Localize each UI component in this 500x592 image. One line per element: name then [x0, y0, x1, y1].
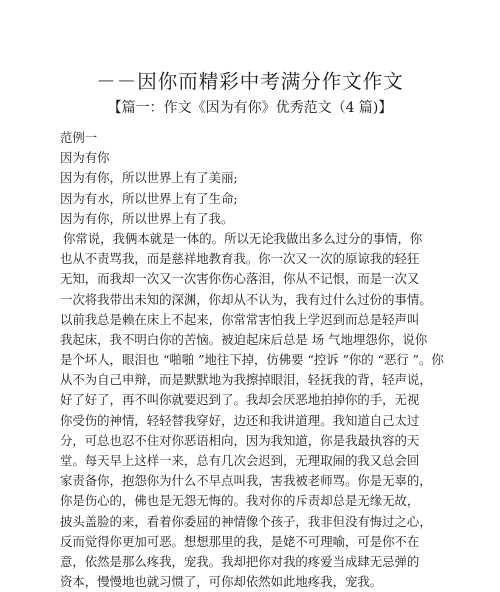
body-line: 分，可总也忍不住对你恶语相向，因为我知道，你是我最执容的天: [60, 432, 420, 448]
body-line: 因为有你，所以世界上有了我。: [60, 210, 234, 226]
document-body: [60, 128, 500, 592]
body-line: 意，依然是那么疼我，宠我。我却把你对我的疼爱当成肆无忌弹的: [60, 553, 420, 569]
body-line: 你受伤的神情，轻轻替我穿好，边还和我讲道理。我知道自己太过: [60, 412, 420, 428]
body-line: 是个坏人，眼泪也 “啪啪 ”地往下掉，仿佛要 “控诉 ”你的 “恶行 ”。你: [60, 352, 444, 368]
body-line: 无知，而我却一次又一次害你伤心落泪，你从不记恨，而是一次又: [60, 271, 420, 287]
body-line: 因为有你: [60, 150, 110, 166]
body-line: 范例一: [60, 130, 98, 145]
body-line: 一次将我带出未知的深渊，你却从不认为，我有过什么过份的事情。: [60, 291, 432, 307]
body-line: 我起床，我不明白你的苦恼。被迫起床后总是 场 气地埋怨你，说你: [60, 331, 428, 347]
body-line: 反而觉得你更加可恶。想想那里的我，是姥不可理喻，可是你不在: [60, 533, 420, 549]
body-line: 从不为自己申辩，而是默默地为我擦掉眼泪，轻抚我的背，轻声说，: [60, 372, 432, 388]
body-line: 你是伤心的，佛也是无怨无悔的。我对你的斥责却总是无缘无故，: [60, 493, 420, 509]
body-line: 堂。每天早上这样一来，总有几次会迟到，无理取闹的我又总会回: [60, 453, 420, 468]
body-line: 好了好了，再不叫你就要迟到了。我却会厌恶地拍掉你的手，无视: [60, 392, 420, 408]
document-subtitle: 【篇一：作文《因为有你》优秀范文（4 篇)】: [107, 100, 393, 116]
body-line: 你常说，我俩本就是一体的。所以无论我做出多么过分的事情，你: [63, 230, 423, 246]
body-line: 以前我总是赖在床上不起来，你常常害怕我上学迟到而总是轻声叫: [60, 311, 420, 327]
body-line: 披头盖脸的来，看着你委屈的神情像个孩子，我非但没有悔过之心，: [60, 513, 432, 529]
body-line: 因为有水，所以世界上有了生命;: [60, 190, 238, 206]
body-line: 资本，慢慢地也就习惯了，可你却依然如此地疼我，宠我。: [60, 574, 383, 590]
body-line: 家责备你，抱怨你为什么不早点叫我，害我被老师骂。你是无辜的，: [60, 473, 432, 489]
body-line: 因为有你，所以世界上有了美丽;: [60, 170, 238, 186]
body-line: 也从不责骂我，而是慈祥地教育我。你一次又一次的原谅我的轻狂: [60, 251, 420, 267]
document-title: －－因你而精彩中考满分作文作文: [96, 70, 404, 93]
